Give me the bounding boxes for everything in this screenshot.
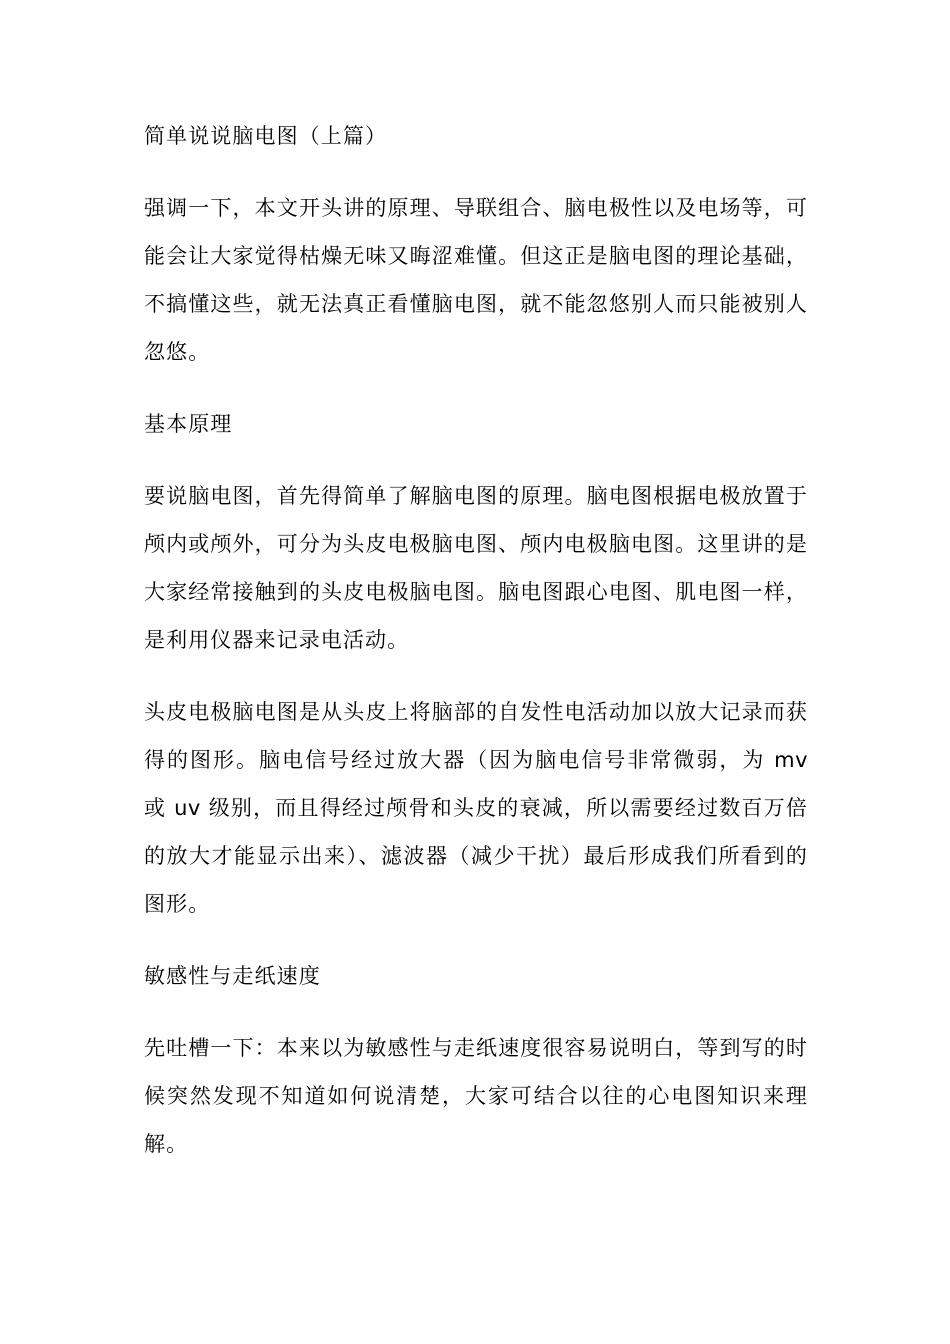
document-title: 简单说说脑电图（上篇） xyxy=(144,124,388,148)
document-body xyxy=(144,112,808,1192)
latin-unit-text: mv xyxy=(774,748,808,772)
paragraph-scalp-eeg: 头皮电极脑电图是从头皮上将脑部的自发性电活动加以放大记录而获得的图形。脑电信号经过放大器（因为脑电信号非常微弱，为 mv 或 uv 级别，而且得经过颅骨和头皮的衰减，所以需要经过数百万倍的放大才能显示出来）、滤波器（减少干扰）最后形成我们所看到的图形。 xyxy=(144,700,808,916)
paragraph-sensitivity-intro: 先吐槽一下：本来以为敏感性与走纸速度很容易说明白，等到写的时候突然发现不知道如何说清楚，大家可结合以往的心电图知识来理解。 xyxy=(144,1036,808,1156)
section-heading-basic-principles: 基本原理 xyxy=(144,412,233,436)
intro-paragraph: 强调一下，本文开头讲的原理、导联组合、脑电极性以及电场等，可能会让大家觉得枯燥无味又晦涩难懂。但这正是脑电图的理论基础，不搞懂这些，就无法真正看懂脑电图，就不能忽悠别人而只能被别人忽悠。 xyxy=(144,196,808,364)
latin-unit-text: uv xyxy=(174,796,201,820)
paragraph-eeg-principle: 要说脑电图，首先得简单了解脑电图的原理。脑电图根据电极放置于颅内或颅外，可分为头皮电极脑电图、颅内电极脑电图。这里讲的是大家经常接触到的头皮电极脑电图。脑电图跟心电图、肌电图一样，是利用仪器来记录电活动。 xyxy=(144,484,808,652)
section-heading-sensitivity-speed: 敏感性与走纸速度 xyxy=(144,964,321,988)
